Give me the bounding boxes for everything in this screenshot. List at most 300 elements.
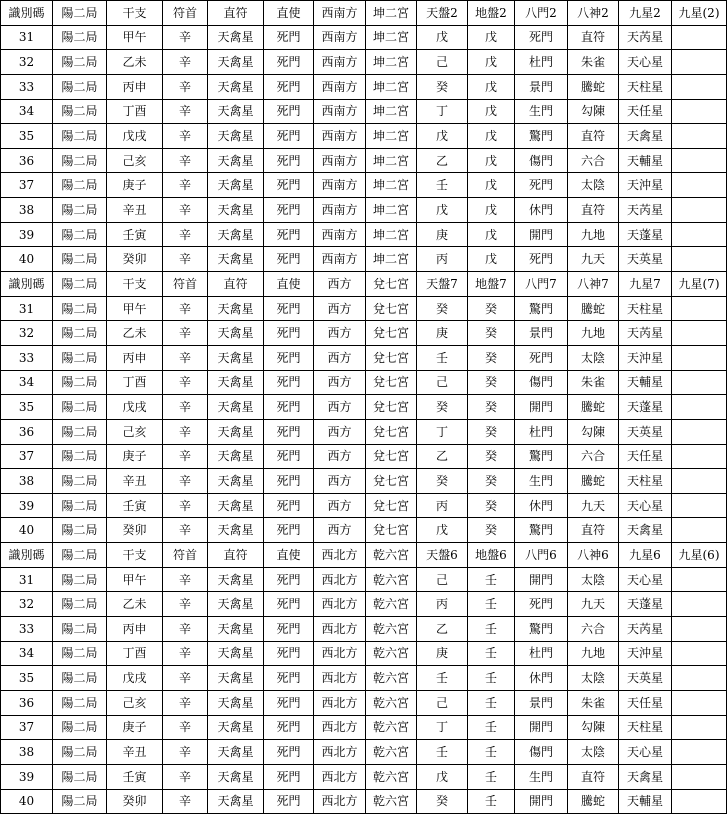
table-cell: 辛 — [163, 173, 208, 198]
table-cell: 癸 — [417, 296, 468, 321]
table-cell: 陽二局 — [53, 444, 107, 469]
table-cell: 死門 — [264, 789, 314, 814]
table-cell: 壬 — [468, 666, 515, 691]
table-cell: 壬 — [417, 740, 468, 765]
table-cell: 32 — [1, 50, 53, 75]
table-cell: 天禽星 — [208, 764, 264, 789]
table-cell: 死門 — [515, 173, 568, 198]
table-cell — [672, 592, 727, 617]
table-cell: 杜門 — [515, 419, 568, 444]
table-cell: 勾陳 — [568, 99, 619, 124]
table-cell: 戊戌 — [107, 666, 163, 691]
table-cell: 壬 — [417, 345, 468, 370]
table-cell: 天心星 — [619, 50, 672, 75]
table-cell: 陽二局 — [53, 715, 107, 740]
table-cell: 乾六宮 — [366, 764, 417, 789]
header-cell: 地盤6 — [468, 543, 515, 568]
table-cell — [672, 148, 727, 173]
header-cell: 坤二宮 — [366, 1, 417, 26]
table-row — [1, 25, 727, 50]
table-cell: 陽二局 — [53, 321, 107, 346]
table-cell: 太陰 — [568, 173, 619, 198]
header-cell: 天盤2 — [417, 1, 468, 26]
table-cell: 驚門 — [515, 444, 568, 469]
table-cell: 丁 — [417, 715, 468, 740]
table-cell: 太陰 — [568, 345, 619, 370]
table-cell: 直符 — [568, 25, 619, 50]
table-cell: 傷門 — [515, 148, 568, 173]
table-cell: 乾六宮 — [366, 567, 417, 592]
header-cell: 識別碼 — [1, 543, 53, 568]
table-cell: 戊 — [468, 25, 515, 50]
header-cell: 干支 — [107, 1, 163, 26]
table-cell: 九天 — [568, 247, 619, 272]
table-cell: 天芮星 — [619, 198, 672, 223]
table-cell: 西南方 — [314, 124, 366, 149]
table-cell: 兌七宮 — [366, 345, 417, 370]
table-cell — [672, 173, 727, 198]
table-cell: 33 — [1, 74, 53, 99]
table-cell — [672, 444, 727, 469]
header-cell: 八門7 — [515, 272, 568, 297]
table-row — [1, 395, 727, 420]
table-cell: 死門 — [264, 148, 314, 173]
table-cell: 癸 — [468, 518, 515, 543]
table-cell: 兌七宮 — [366, 321, 417, 346]
table-cell: 死門 — [264, 222, 314, 247]
table-cell: 天禽星 — [208, 148, 264, 173]
table-cell: 死門 — [515, 247, 568, 272]
table-cell: 陽二局 — [53, 617, 107, 642]
table-cell: 天任星 — [619, 690, 672, 715]
table-cell: 庚子 — [107, 444, 163, 469]
header-cell: 陽二局 — [53, 272, 107, 297]
table-cell: 天芮星 — [619, 617, 672, 642]
table-cell: 九地 — [568, 321, 619, 346]
header-cell: 直符 — [208, 272, 264, 297]
table-cell: 庚子 — [107, 715, 163, 740]
table-cell: 朱雀 — [568, 370, 619, 395]
table-cell: 天蓬星 — [619, 395, 672, 420]
table-cell: 38 — [1, 740, 53, 765]
table-cell: 兌七宮 — [366, 395, 417, 420]
header-cell: 地盤7 — [468, 272, 515, 297]
table-cell: 天禽星 — [208, 345, 264, 370]
table-cell: 戊 — [417, 764, 468, 789]
header-cell: 直符 — [208, 543, 264, 568]
table-cell: 辛 — [163, 789, 208, 814]
table-cell: 陽二局 — [53, 25, 107, 50]
table-cell: 己亥 — [107, 690, 163, 715]
table-row — [1, 99, 727, 124]
table-cell: 西南方 — [314, 222, 366, 247]
table-cell: 辛 — [163, 395, 208, 420]
table-cell — [672, 370, 727, 395]
table-row — [1, 740, 727, 765]
table-cell: 杜門 — [515, 50, 568, 75]
table-row — [1, 124, 727, 149]
table-cell: 癸 — [468, 321, 515, 346]
header-cell: 符首 — [163, 272, 208, 297]
table-row — [1, 592, 727, 617]
table-cell: 乾六宮 — [366, 617, 417, 642]
table-cell: 兌七宮 — [366, 296, 417, 321]
table-cell: 辛 — [163, 74, 208, 99]
table-cell: 37 — [1, 173, 53, 198]
table-cell: 死門 — [515, 25, 568, 50]
table-cell: 西南方 — [314, 74, 366, 99]
table-cell: 天英星 — [619, 666, 672, 691]
table-body — [1, 1, 727, 814]
table-cell: 辛 — [163, 419, 208, 444]
table-cell: 死門 — [264, 50, 314, 75]
table-row — [1, 74, 727, 99]
table-cell: 戊 — [468, 222, 515, 247]
table-cell — [672, 690, 727, 715]
table-cell: 壬 — [468, 690, 515, 715]
table-cell: 癸 — [417, 395, 468, 420]
table-cell: 天蓬星 — [619, 592, 672, 617]
table-cell: 天禽星 — [208, 740, 264, 765]
table-cell: 直符 — [568, 124, 619, 149]
table-cell: 甲午 — [107, 296, 163, 321]
table-cell: 35 — [1, 666, 53, 691]
table-cell: 死門 — [264, 198, 314, 223]
table-cell: 辛 — [163, 296, 208, 321]
table-cell: 景門 — [515, 74, 568, 99]
table-cell — [672, 222, 727, 247]
table-cell: 朱雀 — [568, 50, 619, 75]
table-cell: 戊 — [417, 124, 468, 149]
table-cell: 死門 — [264, 493, 314, 518]
table-cell: 死門 — [264, 345, 314, 370]
table-cell: 戊戌 — [107, 124, 163, 149]
table-cell: 丁酉 — [107, 370, 163, 395]
table-cell: 乙 — [417, 444, 468, 469]
table-cell: 天柱星 — [619, 74, 672, 99]
table-cell: 休門 — [515, 493, 568, 518]
table-cell: 辛丑 — [107, 469, 163, 494]
table-cell: 39 — [1, 222, 53, 247]
table-cell: 陽二局 — [53, 247, 107, 272]
table-cell: 癸 — [417, 74, 468, 99]
table-cell — [672, 740, 727, 765]
table-cell: 騰蛇 — [568, 395, 619, 420]
table-cell: 戊 — [468, 247, 515, 272]
table-cell: 勾陳 — [568, 715, 619, 740]
table-cell — [672, 198, 727, 223]
table-cell: 壬 — [468, 592, 515, 617]
table-cell: 戊 — [468, 50, 515, 75]
table-cell: 天柱星 — [619, 469, 672, 494]
header-cell: 九星6 — [619, 543, 672, 568]
table-cell: 辛 — [163, 99, 208, 124]
table-cell: 壬 — [468, 715, 515, 740]
table-cell: 死門 — [264, 25, 314, 50]
table-cell — [672, 715, 727, 740]
table-cell: 天沖星 — [619, 345, 672, 370]
table-cell: 40 — [1, 518, 53, 543]
table-cell: 壬寅 — [107, 222, 163, 247]
table-cell: 辛 — [163, 444, 208, 469]
table-cell: 天禽星 — [208, 715, 264, 740]
table-cell: 死門 — [264, 715, 314, 740]
table-cell: 辛丑 — [107, 740, 163, 765]
header-row — [1, 272, 727, 297]
table-cell: 死門 — [264, 296, 314, 321]
table-cell: 辛 — [163, 345, 208, 370]
table-row — [1, 715, 727, 740]
table-cell: 西南方 — [314, 50, 366, 75]
table-cell: 兌七宮 — [366, 419, 417, 444]
table-cell: 癸卯 — [107, 518, 163, 543]
table-cell: 辛 — [163, 25, 208, 50]
table-cell: 天沖星 — [619, 641, 672, 666]
table-cell: 西南方 — [314, 247, 366, 272]
table-cell: 39 — [1, 493, 53, 518]
table-cell: 陽二局 — [53, 198, 107, 223]
table-cell: 壬 — [468, 740, 515, 765]
header-cell: 直使 — [264, 543, 314, 568]
table-cell: 勾陳 — [568, 419, 619, 444]
table-cell: 天蓬星 — [619, 222, 672, 247]
table-cell: 六合 — [568, 617, 619, 642]
table-cell: 壬寅 — [107, 493, 163, 518]
table-row — [1, 469, 727, 494]
header-cell: 天盤7 — [417, 272, 468, 297]
table-cell — [672, 296, 727, 321]
table-cell: 天禽星 — [208, 25, 264, 50]
table-cell: 戊 — [468, 173, 515, 198]
table-cell: 陽二局 — [53, 99, 107, 124]
table-cell: 辛 — [163, 690, 208, 715]
table-cell: 西南方 — [314, 148, 366, 173]
table-cell: 陽二局 — [53, 74, 107, 99]
table-cell: 傷門 — [515, 740, 568, 765]
table-cell — [672, 567, 727, 592]
table-cell: 天輔星 — [619, 148, 672, 173]
table-cell: 天禽星 — [208, 690, 264, 715]
table-cell: 開門 — [515, 715, 568, 740]
table-cell: 戊 — [417, 518, 468, 543]
table-cell: 陽二局 — [53, 296, 107, 321]
table-cell: 陽二局 — [53, 173, 107, 198]
table-cell: 陽二局 — [53, 148, 107, 173]
table-cell: 乙 — [417, 148, 468, 173]
table-cell: 天英星 — [619, 419, 672, 444]
header-cell: 符首 — [163, 543, 208, 568]
table-cell: 九地 — [568, 641, 619, 666]
table-cell: 天禽星 — [208, 296, 264, 321]
header-cell: 直使 — [264, 272, 314, 297]
table-cell — [672, 469, 727, 494]
table-cell: 辛 — [163, 321, 208, 346]
table-cell: 天英星 — [619, 247, 672, 272]
table-cell: 西方 — [314, 321, 366, 346]
table-cell: 天沖星 — [619, 173, 672, 198]
table-cell: 己 — [417, 50, 468, 75]
table-cell: 天禽星 — [208, 419, 264, 444]
table-cell: 天任星 — [619, 99, 672, 124]
table-cell: 壬 — [468, 789, 515, 814]
table-cell: 天禽星 — [208, 641, 264, 666]
table-cell: 西方 — [314, 444, 366, 469]
table-cell: 天禽星 — [208, 567, 264, 592]
table-cell: 乙未 — [107, 592, 163, 617]
table-cell: 乾六宮 — [366, 789, 417, 814]
table-cell: 庚 — [417, 641, 468, 666]
table-cell: 35 — [1, 395, 53, 420]
table-cell: 陽二局 — [53, 789, 107, 814]
table-cell: 死門 — [264, 370, 314, 395]
table-row — [1, 148, 727, 173]
header-cell: 八門2 — [515, 1, 568, 26]
table-cell: 己 — [417, 690, 468, 715]
table-cell: 死門 — [264, 592, 314, 617]
table-cell: 西方 — [314, 518, 366, 543]
table-cell: 西北方 — [314, 789, 366, 814]
table-cell: 丙 — [417, 592, 468, 617]
table-cell: 坤二宮 — [366, 99, 417, 124]
header-cell: 西北方 — [314, 543, 366, 568]
header-cell: 九星(2) — [672, 1, 727, 26]
table-cell: 死門 — [264, 124, 314, 149]
table-row — [1, 296, 727, 321]
table-cell: 天禽星 — [208, 617, 264, 642]
table-cell: 西南方 — [314, 99, 366, 124]
table-cell: 西方 — [314, 370, 366, 395]
table-cell: 辛 — [163, 641, 208, 666]
table-cell: 開門 — [515, 395, 568, 420]
table-cell: 丁酉 — [107, 641, 163, 666]
table-cell: 兌七宮 — [366, 518, 417, 543]
table-cell: 坤二宮 — [366, 50, 417, 75]
table-cell: 天禽星 — [208, 50, 264, 75]
table-cell: 驚門 — [515, 518, 568, 543]
table-cell: 36 — [1, 148, 53, 173]
header-cell: 識別碼 — [1, 1, 53, 26]
table-cell: 壬 — [468, 764, 515, 789]
table-cell: 辛 — [163, 617, 208, 642]
table-cell: 天心星 — [619, 493, 672, 518]
table-cell: 癸 — [468, 296, 515, 321]
table-cell: 天禽星 — [208, 518, 264, 543]
table-cell: 死門 — [264, 567, 314, 592]
table-cell: 西南方 — [314, 25, 366, 50]
table-cell: 天禽星 — [208, 592, 264, 617]
table-cell: 天心星 — [619, 740, 672, 765]
table-cell: 坤二宮 — [366, 74, 417, 99]
table-row — [1, 444, 727, 469]
table-cell: 西方 — [314, 296, 366, 321]
table-cell: 癸 — [468, 493, 515, 518]
table-cell: 天禽星 — [208, 247, 264, 272]
table-cell: 37 — [1, 444, 53, 469]
table-cell: 天柱星 — [619, 715, 672, 740]
table-cell: 直符 — [568, 764, 619, 789]
table-cell: 陽二局 — [53, 690, 107, 715]
table-cell: 騰蛇 — [568, 74, 619, 99]
table-cell: 癸 — [468, 370, 515, 395]
table-cell: 生門 — [515, 764, 568, 789]
table-cell: 戊 — [468, 124, 515, 149]
table-cell: 辛 — [163, 592, 208, 617]
table-row — [1, 222, 727, 247]
table-cell: 景門 — [515, 321, 568, 346]
table-cell: 戊 — [468, 99, 515, 124]
table-cell: 九地 — [568, 222, 619, 247]
table-cell: 兌七宮 — [366, 469, 417, 494]
table-cell: 死門 — [264, 740, 314, 765]
table-cell: 太陰 — [568, 666, 619, 691]
table-cell: 陽二局 — [53, 764, 107, 789]
table-cell: 天禽星 — [208, 99, 264, 124]
table-cell — [672, 789, 727, 814]
table-cell: 生門 — [515, 469, 568, 494]
table-cell: 甲午 — [107, 25, 163, 50]
table-row — [1, 370, 727, 395]
table-cell: 坤二宮 — [366, 222, 417, 247]
table-cell: 九天 — [568, 493, 619, 518]
table-row — [1, 764, 727, 789]
header-cell: 兌七宮 — [366, 272, 417, 297]
table-row — [1, 345, 727, 370]
table-row — [1, 247, 727, 272]
table-cell: 癸 — [468, 444, 515, 469]
table-cell: 甲午 — [107, 567, 163, 592]
table-cell: 死門 — [264, 395, 314, 420]
table-cell: 陽二局 — [53, 567, 107, 592]
table-cell: 西北方 — [314, 715, 366, 740]
table-cell — [672, 99, 727, 124]
table-row — [1, 567, 727, 592]
table-cell: 死門 — [264, 99, 314, 124]
table-cell: 兌七宮 — [366, 444, 417, 469]
table-cell: 乙 — [417, 617, 468, 642]
table-cell: 乾六宮 — [366, 641, 417, 666]
table-cell: 癸 — [417, 469, 468, 494]
table-cell: 31 — [1, 25, 53, 50]
table-cell: 乾六宮 — [366, 666, 417, 691]
table-cell: 38 — [1, 198, 53, 223]
header-cell: 九星(7) — [672, 272, 727, 297]
table-cell: 騰蛇 — [568, 296, 619, 321]
table-cell: 辛 — [163, 715, 208, 740]
header-row — [1, 1, 727, 26]
table-cell: 休門 — [515, 666, 568, 691]
header-cell: 乾六宮 — [366, 543, 417, 568]
table-cell: 丙申 — [107, 74, 163, 99]
table-cell: 40 — [1, 247, 53, 272]
table-cell: 死門 — [264, 617, 314, 642]
table-cell: 死門 — [264, 444, 314, 469]
table-cell: 陽二局 — [53, 124, 107, 149]
table-cell: 死門 — [264, 764, 314, 789]
table-cell: 乾六宮 — [366, 690, 417, 715]
table-cell — [672, 666, 727, 691]
table-cell: 癸卯 — [107, 247, 163, 272]
table-cell: 死門 — [515, 592, 568, 617]
table-cell: 戊戌 — [107, 395, 163, 420]
table-cell: 辛 — [163, 222, 208, 247]
table-cell: 直符 — [568, 198, 619, 223]
header-cell: 九星7 — [619, 272, 672, 297]
table-cell: 辛 — [163, 740, 208, 765]
table-cell: 天禽星 — [208, 370, 264, 395]
table-cell: 天輔星 — [619, 789, 672, 814]
table-cell: 天禽星 — [619, 518, 672, 543]
table-cell: 陽二局 — [53, 740, 107, 765]
